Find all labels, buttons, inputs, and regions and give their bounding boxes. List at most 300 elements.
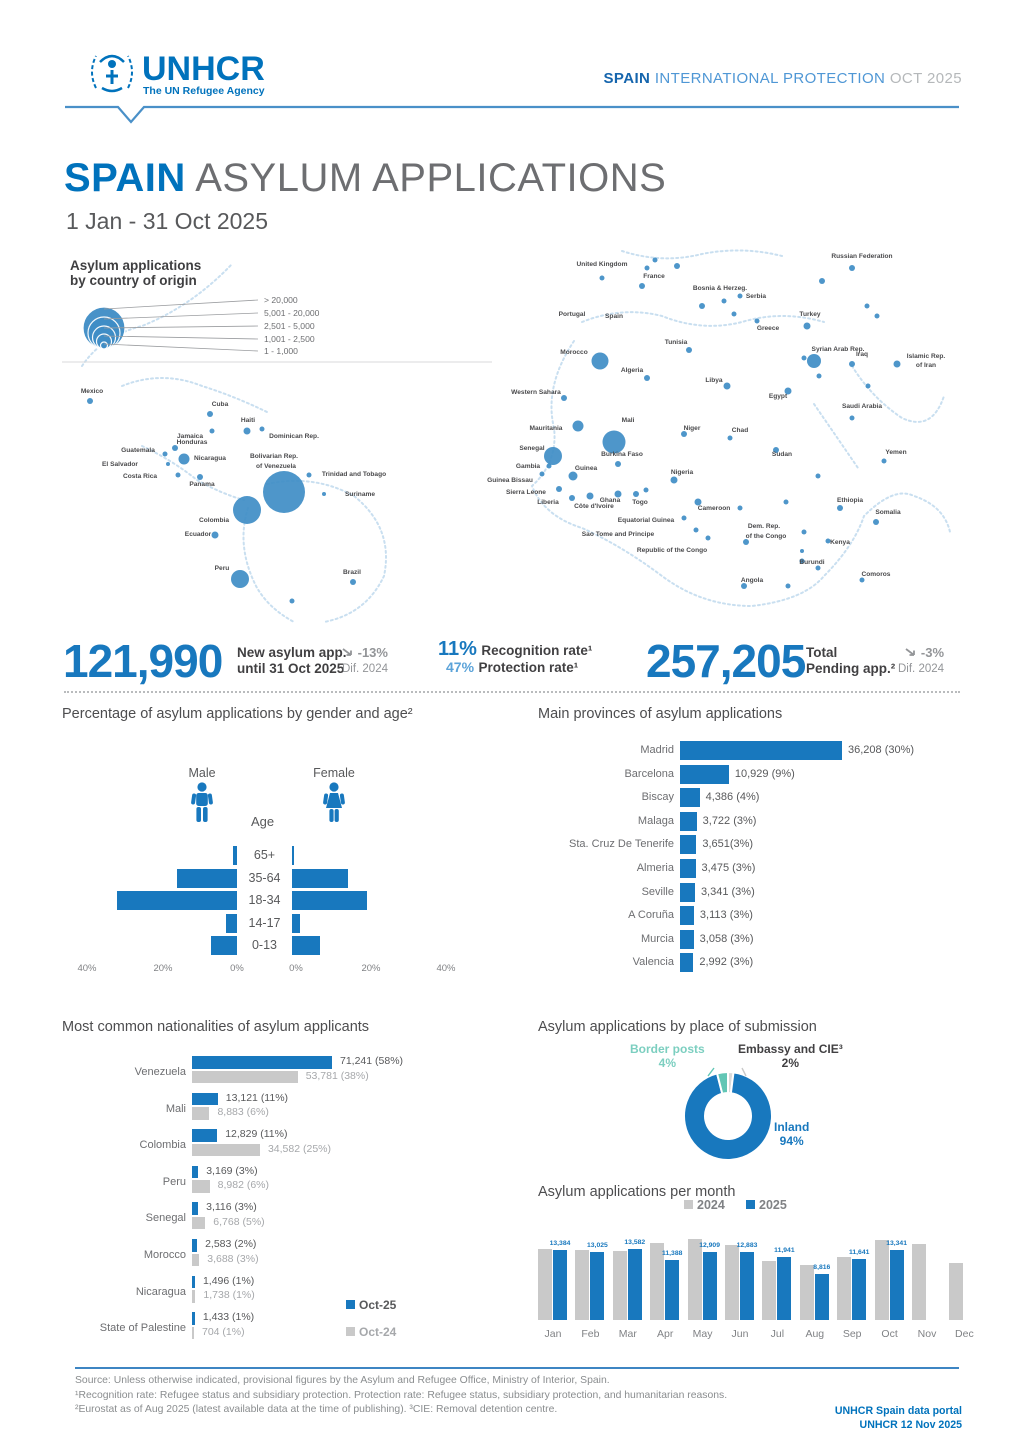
month-label: Feb: [581, 1328, 600, 1340]
month-value-Jun: 12,883: [736, 1242, 758, 1250]
map-bubble-guatemala: [163, 452, 168, 457]
province-row: [538, 834, 978, 857]
map-bubble-ecuador: [212, 532, 219, 539]
pending-applications-label: [806, 645, 895, 677]
submission-donut: [538, 1036, 978, 1186]
map-country-label: Russian Federation: [831, 253, 893, 260]
map-bubble-ukraine: [819, 278, 825, 284]
legend-callout-line: [104, 313, 258, 319]
map-bubble-france: [639, 283, 645, 289]
nationality-value-Oct-24: 8,883 (6%): [217, 1106, 269, 1119]
map-country-label: Suriname: [344, 491, 376, 498]
nationality-value-Oct-24: 34,582 (25%): [267, 1142, 331, 1155]
nationality-name: Peru: [162, 1175, 186, 1188]
map-legend-title-2: by country of origin: [70, 273, 197, 288]
legend-swatch-icon: [684, 1200, 693, 1209]
month-bar-2024-Nov: [912, 1244, 926, 1320]
map-bubble-uganda: [802, 530, 807, 535]
pyramid-bar-female-18-34: [292, 891, 367, 910]
map-country-label: Guinea Bissau: [487, 477, 533, 484]
map-country-label: Ghana: [599, 497, 621, 504]
map-bubble-kuwait: [866, 384, 871, 389]
map-country-label: Burundi: [799, 559, 825, 566]
map-country-label: Chad: [731, 427, 749, 434]
map-bubble-tunisia: [686, 347, 692, 353]
province-value: 10,929 (9%): [734, 767, 795, 780]
map-country-label: of the Congo: [745, 533, 787, 540]
nationality-bar-Oct-24: [192, 1071, 298, 1084]
page-title: [64, 156, 666, 201]
map-country-label: Burkina Faso: [601, 451, 643, 458]
map-bubble-lebanon: [802, 356, 807, 361]
gender-age-title: Percentage of asylum applications by gender and age²: [62, 706, 413, 722]
province-name: Seville: [641, 885, 674, 898]
nationality-bar-Oct-25: [192, 1312, 195, 1325]
map-country-label: Syrian Arab Rep.: [811, 346, 865, 353]
page-title-rest: ASYLUM APPLICATIONS: [185, 156, 667, 200]
map-bubble-peru: [231, 570, 249, 588]
map-country-label: Yemen: [885, 449, 907, 456]
province-name: Madrid: [640, 744, 674, 756]
map-bubble-cuba: [207, 411, 213, 417]
map-bubble-haiti: [244, 428, 251, 435]
nationality-name: Mali: [165, 1102, 186, 1115]
month-bar-2024-May: [688, 1239, 702, 1320]
map-bubble-guinea: [569, 472, 578, 481]
map-bubble-south-sudan: [784, 500, 789, 505]
trend-down-icon: [341, 647, 354, 658]
footer-links: [835, 1404, 962, 1432]
province-bar: [680, 812, 697, 831]
map-country-label: Bolivarian Rep.: [249, 453, 299, 460]
map-country-label: Cameroon: [697, 505, 731, 512]
map-country-label: Liberia: [537, 499, 559, 506]
map-bubble-nigeria: [671, 477, 678, 484]
map-bubble-eritrea: [816, 474, 821, 479]
map-country-label: France: [643, 273, 665, 280]
new-applications-label: [237, 645, 347, 677]
pyramid-bar-male-0-13: [211, 936, 237, 955]
map-country-label: of Venezuela: [256, 463, 296, 470]
month-label: May: [692, 1328, 713, 1340]
pyramid-age-group: 65+: [253, 848, 276, 862]
province-value: 2,992 (3%): [699, 956, 754, 969]
nationality-name: Morocco: [143, 1249, 186, 1261]
pyramid-tick: 20%: [361, 962, 381, 974]
protection-rate-label: Protection rate¹: [478, 660, 579, 675]
pyramid-tick: 40%: [77, 962, 97, 974]
male-icon: [189, 782, 215, 828]
map-country-label: Libya: [705, 377, 723, 384]
map-country-label: Cuba: [211, 401, 229, 408]
gender-age-pyramid: [62, 728, 517, 996]
map-country-label: Mali: [621, 417, 635, 424]
coastline: [529, 341, 950, 606]
nationality-name: State of Palestine: [99, 1322, 186, 1335]
map-country-label: Saudi Arabia: [841, 403, 883, 410]
map-bubble-trinidad: [307, 473, 312, 478]
month-label: Sep: [842, 1328, 862, 1340]
recognition-rate-label: Recognition rate¹: [481, 643, 593, 658]
map-bubble-gambia: [547, 464, 552, 469]
pyramid-age-group: 0-13: [251, 938, 278, 952]
map-bubble-ethiopia: [837, 505, 843, 511]
footer-footnote-2: ²Eurostat as of Aug 2025 (latest available data at the time of publishing). ³CIE: Removal detention centre.: [75, 1404, 558, 1416]
map-country-label: Trinidad and Tobago: [321, 471, 387, 478]
map-bubble-dominican-rep: [260, 427, 265, 432]
map-bubble-syria: [807, 354, 821, 368]
map-country-label: Tunisia: [664, 339, 688, 346]
month-value-Apr: 11,388: [661, 1250, 683, 1258]
kicker-subject: INTERNATIONAL PROTECTION: [654, 70, 886, 87]
female-label: Female: [313, 766, 355, 780]
month-bar-2025-Oct: [890, 1250, 904, 1320]
nationality-bar-Oct-24: [192, 1327, 194, 1340]
map-bubble-albania: [732, 312, 737, 317]
province-row: [538, 882, 978, 905]
province-row: [538, 740, 978, 763]
map-bubble-panama: [197, 474, 203, 480]
embassy-name: Embassy and CIE³: [738, 1042, 843, 1056]
nationality-bar-Oct-25: [192, 1202, 198, 1215]
month-bar-2025-May: [703, 1252, 717, 1320]
map-bubble-liberia: [569, 495, 575, 501]
age-axis-label: Age: [251, 814, 275, 829]
month-value-Mar: 13,582: [624, 1238, 646, 1246]
map-country-label: Colombia: [198, 517, 230, 524]
publication-date-link[interactable]: UNHCR 12 Nov 2025: [859, 1419, 962, 1431]
legend-label: Oct-25: [359, 1298, 397, 1312]
map-bubble-libya: [724, 383, 731, 390]
province-name: A Coruña: [628, 909, 674, 922]
monthly-title: Asylum applications per month: [538, 1184, 736, 1200]
nationality-bar-Oct-25: [192, 1239, 197, 1252]
provinces-title: Main provinces of asylum applications: [538, 706, 783, 722]
province-name: Sta. Cruz De Tenerife: [569, 838, 674, 851]
month-bar-2024-Mar: [613, 1251, 627, 1320]
month-bar-2024-Sep: [837, 1257, 851, 1320]
monthly-chart: [534, 1192, 986, 1352]
province-bar: [680, 930, 694, 949]
map-bubble-jordan: [817, 374, 822, 379]
pyramid-bar-female-14-17: [292, 914, 300, 933]
month-label: Jul: [770, 1328, 785, 1340]
map-bubble-western-sahara: [561, 395, 567, 401]
province-bar: [680, 765, 729, 784]
origin-countries-map: [62, 246, 962, 626]
map-bubble-iran: [894, 361, 901, 368]
legend-callout-line: [104, 336, 258, 339]
map-bubble-bolivia: [290, 599, 295, 604]
province-name: Barcelona: [624, 767, 674, 780]
embassy-label: [738, 1042, 843, 1070]
month-bar-2025-Mar: [628, 1249, 642, 1320]
map-country-label: Sierra Leone: [506, 489, 546, 496]
province-row: [538, 787, 978, 810]
month-label: Jan: [544, 1328, 562, 1340]
map-country-label: Peru: [214, 565, 230, 572]
province-row: [538, 811, 978, 834]
data-portal-link[interactable]: UNHCR Spain data portal: [834, 1405, 962, 1417]
map-bubble-colombia: [233, 496, 261, 524]
map-country-label: Guinea: [574, 465, 598, 472]
month-value-Aug: 8,816: [813, 1263, 831, 1271]
pending-applications-value: 257,205: [646, 635, 806, 687]
pending-applications-change-value: -3%: [920, 645, 945, 660]
new-applications-change-label: Dif. 2024: [341, 663, 388, 675]
month-bar-2025-Jan: [553, 1250, 567, 1320]
nationality-name: Colombia: [139, 1139, 186, 1152]
map-country-label: Honduras: [176, 439, 208, 446]
province-name: Biscay: [641, 791, 674, 804]
map-bubble-sierra-leone: [556, 486, 562, 492]
legend-item-2025: [746, 1198, 787, 1212]
map-bubble-belgium: [645, 266, 650, 271]
nationalities-title: Most common nationalities of asylum applicants: [62, 1019, 370, 1035]
legend-callout-line: [104, 300, 258, 309]
rates-block: [438, 638, 593, 676]
map-country-label: Mexico: [80, 388, 104, 395]
map-bubble-saudi-arabia: [850, 416, 855, 421]
province-value: 3,058 (3%): [699, 932, 754, 945]
nationality-bar-Oct-25: [192, 1093, 218, 1106]
map-bubble-tanzania: [816, 566, 821, 571]
legend-swatch-icon: [346, 1327, 355, 1336]
nationality-value-Oct-25: 1,433 (1%): [202, 1311, 255, 1324]
nationality-bar-Oct-24: [192, 1217, 205, 1230]
province-bar: [680, 741, 842, 760]
map-country-label: Haiti: [240, 417, 256, 424]
new-applications-label-1: New asylum app.: [237, 645, 347, 660]
pending-applications-label-2: Pending app.²: [806, 661, 896, 676]
inland-pct: 94%: [779, 1134, 804, 1148]
map-country-label: Morocco: [560, 349, 588, 356]
map-bubble-mexico: [87, 398, 93, 404]
map-country-label: Iraq: [855, 351, 869, 358]
month-bar-2024-Jun: [725, 1245, 739, 1320]
map-bubble-netherlands: [653, 258, 658, 263]
province-value: 3,341 (3%): [700, 885, 755, 898]
pyramid-tick: 0%: [230, 962, 244, 974]
unhcr-emblem-icon: [92, 56, 132, 91]
map-country-label: Serbia: [745, 293, 767, 300]
header-divider: [64, 104, 960, 126]
month-bar-2024-Feb: [575, 1250, 589, 1320]
province-value: 3,475 (3%): [701, 862, 756, 874]
month-bar-2024-Jul: [762, 1261, 776, 1320]
province-value: 36,208 (30%): [848, 744, 915, 756]
legend-label: 2025: [759, 1198, 787, 1212]
nationality-bar-Oct-24: [192, 1144, 260, 1157]
map-bubble-rwanda: [800, 549, 804, 553]
map-country-label: Angola: [740, 577, 764, 584]
unhcr-logo-graphic: [86, 44, 336, 106]
map-bubble-nicaragua: [179, 454, 190, 465]
map-country-label: United Kingdom: [576, 261, 628, 268]
month-label: Apr: [657, 1328, 674, 1340]
legend-swatch-icon: [746, 1200, 755, 1209]
inland-label: [774, 1120, 809, 1148]
map-country-label: Nicaragua: [194, 455, 226, 462]
map-country-label: Greece: [756, 325, 780, 332]
legend-scale-label: 1 - 1,000: [264, 346, 298, 356]
map-country-label: Sudan: [771, 451, 793, 458]
nationality-bar-Oct-25: [192, 1056, 332, 1069]
pyramid-bar-male-35-64: [177, 869, 237, 888]
pending-applications-change-label: Dif. 2024: [898, 663, 945, 675]
new-applications-value: 121,990: [63, 635, 223, 687]
logo-tagline: The UN Refugee Agency: [143, 85, 265, 97]
provinces-chart: [538, 740, 978, 996]
map-country-label: Brazil: [343, 569, 361, 576]
embassy-pct: 2%: [781, 1056, 800, 1070]
province-name: Murcia: [640, 932, 674, 945]
map-country-label: Gambia: [515, 463, 541, 470]
map-country-label: Dominican Rep.: [269, 433, 319, 440]
map-bubble-rep-congo: [706, 536, 711, 541]
pyramid-tick: 40%: [436, 962, 456, 974]
map-country-label: Turkey: [799, 311, 821, 318]
map-country-label: Sao Tome and Principe: [581, 531, 655, 538]
month-value-Jan: 13,384: [549, 1239, 571, 1247]
map-country-label: Ethiopia: [836, 497, 864, 504]
kicker-date: OCT 2025: [889, 70, 962, 87]
new-applications-change-value: -13%: [357, 645, 388, 660]
month-value-Feb: 13,025: [586, 1241, 608, 1249]
map-bubble-turkey: [804, 323, 811, 330]
new-applications-change: [341, 645, 388, 677]
legend-scale-label: 5,001 - 20,000: [264, 308, 320, 318]
month-bar-2025-Apr: [665, 1260, 679, 1320]
map-bubble-costa-rica: [176, 473, 181, 478]
province-value: 3,651(3%): [702, 838, 754, 851]
pending-applications-label-1: Total: [806, 645, 838, 660]
coastline: [814, 404, 858, 468]
footer-notes: [75, 1374, 775, 1418]
month-label: Mar: [618, 1328, 637, 1340]
nationality-value-Oct-25: 3,169 (3%): [206, 1164, 258, 1177]
map-country-label: Jamaica: [176, 433, 204, 440]
month-label: Nov: [917, 1328, 937, 1340]
map-bubble-germany: [674, 263, 680, 269]
nationality-bar-Oct-25: [192, 1276, 195, 1289]
map-bubble-russia: [849, 265, 855, 271]
nationality-value-Oct-25: 1,496 (1%): [202, 1274, 255, 1287]
month-bar-2025-Sep: [852, 1259, 866, 1320]
legend-label: Oct-24: [359, 1325, 397, 1339]
province-row: [538, 858, 978, 881]
month-value-Jul: 11,941: [774, 1247, 795, 1255]
map-bubble-georgia: [865, 304, 870, 309]
map-country-label: of Iran: [915, 362, 937, 369]
map-country-label: Ecuador: [184, 531, 212, 538]
map-country-label: Senegal: [519, 445, 545, 452]
map-country-label: Kenya: [830, 539, 850, 546]
pyramid-tick: 0%: [289, 962, 303, 974]
map-bubble-brazil: [350, 579, 356, 585]
month-label: Dec: [955, 1328, 974, 1340]
protection-rate-value: 47%: [446, 659, 475, 675]
map-country-label: Nigeria: [670, 469, 694, 476]
map-bubble-uk: [600, 276, 605, 281]
map-bubble-serbia: [738, 294, 743, 299]
month-label: Oct: [881, 1328, 898, 1340]
map-bubble-chad: [728, 436, 733, 441]
report-kicker: [604, 70, 962, 87]
province-value: 3,113 (3%): [699, 909, 753, 922]
map-bubble-zambia: [786, 584, 791, 589]
pyramid-age-group: 14-17: [248, 915, 281, 930]
pending-applications-change: [898, 645, 944, 677]
map-country-label: Portugal: [558, 311, 586, 318]
month-label: Aug: [805, 1328, 825, 1340]
new-applications-label-2: until 31 Oct 2025: [237, 661, 345, 676]
nationality-bar-Oct-25: [192, 1166, 198, 1179]
month-value-Oct: 13,341: [886, 1239, 907, 1247]
map-country-label: Islamic Rep.: [906, 353, 946, 360]
map-country-label: Equatorial Guinea: [617, 517, 675, 524]
male-label: Male: [188, 766, 216, 780]
map-bubble-algeria: [644, 375, 650, 381]
map-country-label: Côte d'Ivoire: [574, 503, 614, 510]
submission-title: Asylum applications by place of submission: [538, 1019, 817, 1035]
nationality-value-Oct-25: 12,829 (11%): [225, 1128, 288, 1141]
map-country-label: Egypt: [768, 393, 788, 400]
province-name: Valencia: [632, 956, 674, 969]
nationality-bar-Oct-24: [192, 1254, 199, 1267]
pyramid-age-group: 18-34: [248, 893, 281, 907]
stats-divider: [64, 691, 960, 693]
legend-scale-label: 2,501 - 5,000: [264, 321, 315, 331]
map-country-label: Costa Rica: [122, 473, 158, 480]
month-bar-2025-Jun: [740, 1252, 754, 1320]
map-bubble-cote-ivoire: [587, 493, 594, 500]
province-bar: [680, 788, 700, 807]
legend-scale-label: > 20,000: [264, 295, 298, 305]
nationality-bar-Oct-25: [192, 1129, 217, 1142]
footer-divider: [75, 1367, 959, 1369]
nationality-value-Oct-25: 13,121 (11%): [225, 1091, 289, 1104]
province-bar: [680, 859, 696, 878]
map-bubble-gabon: [694, 528, 699, 533]
map-country-label: Western Sahara: [511, 389, 561, 396]
footer-source: Source: Unless otherwise indicated, provisional figures by the Asylum and Refugee Office, Ministry of Interior, Spain.: [75, 1375, 610, 1386]
pyramid-age-group: 35-64: [248, 870, 281, 885]
border-posts-name: Border posts: [630, 1042, 705, 1056]
footer-footnote-1: ¹Recognition rate: Refugee status and subsidiary protection. Protection rate: Refugee status, subsidiary protection, and humanitarian reasons.: [75, 1389, 728, 1401]
map-bubble-burkina-faso: [615, 461, 621, 467]
map-legend: [62, 258, 492, 362]
nationality-name: Nicaragua: [135, 1285, 186, 1298]
coastline: [122, 378, 267, 412]
month-bar-2025-Feb: [590, 1252, 604, 1320]
map-bubble-bosnia: [722, 299, 727, 304]
province-row: [538, 764, 978, 787]
map-bubble-togo: [633, 491, 639, 497]
coastline: [142, 446, 244, 500]
map-country-label: Guatemala: [121, 447, 155, 454]
nationality-value-Oct-24: 1,738 (1%): [203, 1289, 255, 1302]
map-country-label: Spain: [605, 313, 623, 320]
pyramid-bar-female-65+: [292, 846, 294, 865]
nationality-name: Senegal: [145, 1212, 186, 1225]
map-bubble-el-salvador: [166, 462, 170, 466]
map-bubble-car: [738, 506, 743, 511]
pyramid-bar-male-18-34: [117, 891, 237, 910]
nationality-value-Oct-24: 3,688 (3%): [207, 1252, 259, 1265]
province-value: 3,722 (3%): [702, 814, 757, 827]
map-bubble-mauritania: [573, 421, 584, 432]
